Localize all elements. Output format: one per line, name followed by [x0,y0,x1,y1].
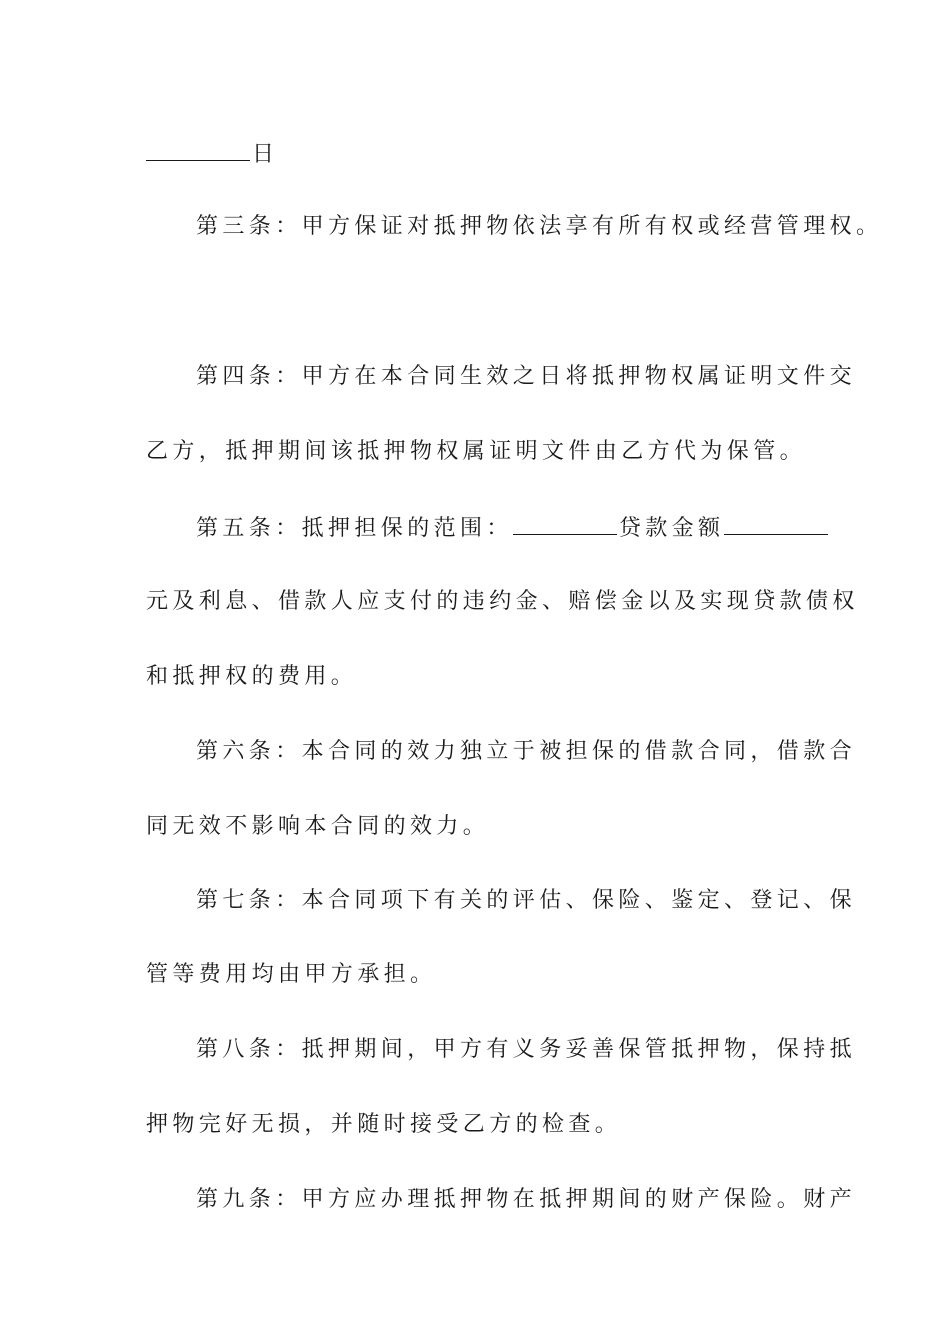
date-line [146,138,826,170]
loan-amount-label: 贷款金额 [618,516,725,541]
blank-underline [724,512,828,535]
article-9-line-1: 第九条：甲方应办理抵押物在抵押期间的财产保险。财产 [196,1187,857,1212]
article-5-line-1 [196,512,826,544]
article-5-line-3: 和抵押权的费用。 [146,664,358,689]
article-8-line-2: 押物完好无损，并随时接受乙方的检查。 [146,1112,622,1137]
blank-underline [146,138,250,161]
article-6-line-1: 第六条：本合同的效力独立于被担保的借款合同，借款合 [196,739,857,764]
article-8-line-1: 第八条：抵押期间，甲方有义务妥善保管抵押物，保持抵 [196,1037,857,1062]
article-4-line-2: 乙方，抵押期间该抵押物权属证明文件由乙方代为保管。 [146,439,807,464]
article-7-line-2: 管等费用均由甲方承担。 [146,962,437,987]
day-label: 日 [252,142,279,167]
article-7-line-1: 第七条：本合同项下有关的评估、保险、鉴定、登记、保 [196,888,857,913]
article-4-line-1: 第四条：甲方在本合同生效之日将抵押物权属证明文件交 [196,364,857,389]
blank-underline [513,512,617,535]
article-6-line-2: 同无效不影响本合同的效力。 [146,814,490,839]
article-3-line-1: 第三条：甲方保证对抵押物依法享有所有权或经营管理权。 [196,214,883,239]
article-5-scope-label: 第五条：抵押担保的范围： [196,516,513,541]
article-5-line-2: 元及利息、借款人应支付的违约金、赔偿金以及实现贷款债权 [146,589,859,614]
